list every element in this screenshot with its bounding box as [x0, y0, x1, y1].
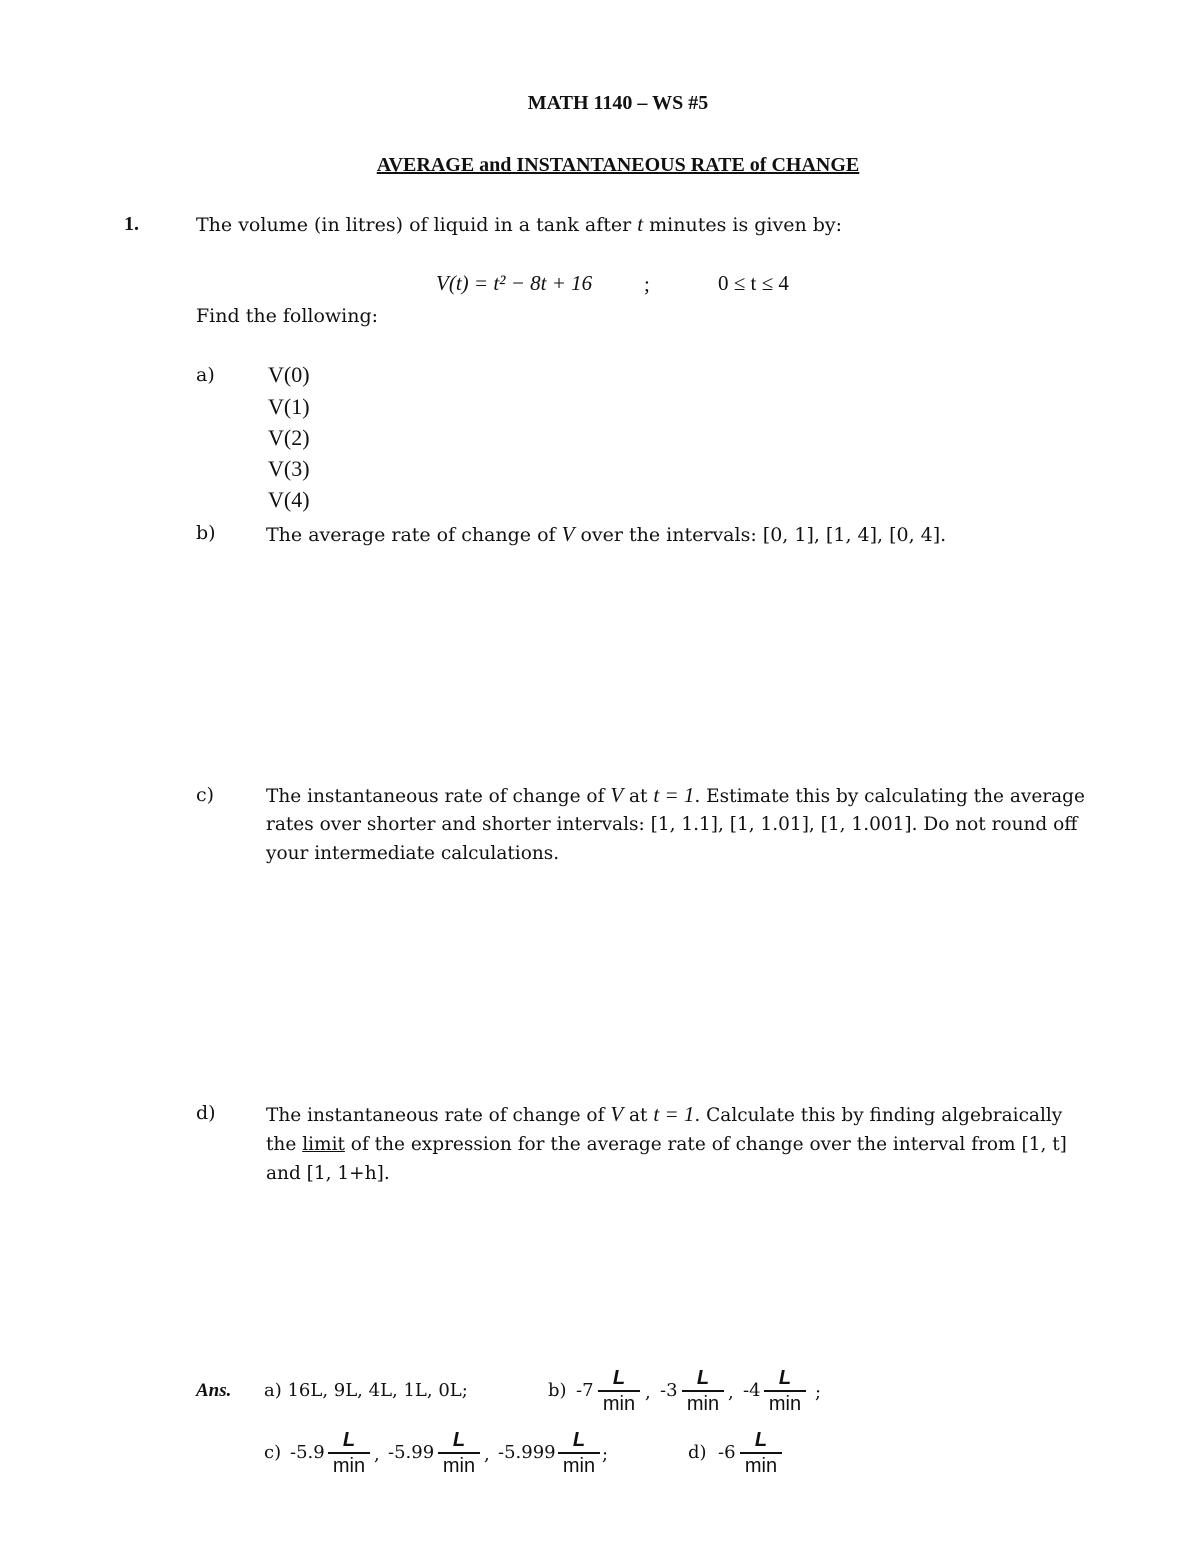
question-number: 1. [124, 213, 139, 235]
unit-numerator: L [342, 1429, 356, 1451]
intro-var: t [637, 212, 644, 236]
unit-numerator: L [754, 1429, 768, 1451]
equation-separator: ; [644, 272, 650, 296]
course-heading: MATH 1140 – WS #5 [527, 92, 709, 114]
unit-fraction [598, 1366, 640, 1416]
part-d-var: V [610, 1102, 624, 1126]
unit-denominator: min [744, 1454, 778, 1477]
unit-fraction [438, 1428, 480, 1478]
part-a-item: V(2) [268, 425, 310, 450]
answer-c-value: -5.99 [388, 1442, 435, 1463]
separator: , [645, 1382, 651, 1403]
limit-term: limit [302, 1134, 345, 1155]
unit-numerator: L [696, 1367, 710, 1389]
part-d-line-1 [266, 1100, 1062, 1130]
separator: , [374, 1444, 380, 1465]
separator: , [484, 1444, 490, 1465]
unit-denominator: min [442, 1454, 476, 1477]
part-a-item: V(3) [268, 456, 310, 481]
answers-label: Ans. [196, 1380, 232, 1401]
unit-fraction [764, 1366, 806, 1416]
part-b-text-pre: The average rate of change of [266, 524, 562, 546]
answer-b-value: -3 [660, 1380, 678, 1401]
volume-equation: V(t) = t² − 8t + 16 [436, 271, 593, 295]
unit-denominator: min [686, 1392, 720, 1415]
part-d-text-post: . Calculate this by finding algebraically [694, 1105, 1063, 1126]
answer-d-label: d) [688, 1442, 707, 1463]
unit-numerator: L [452, 1429, 466, 1451]
answer-b-value: -4 [743, 1380, 761, 1401]
part-a-label: a) [196, 364, 215, 386]
unit-fraction [740, 1428, 782, 1478]
intro-text-pre: The volume (in litres) of liquid in a tank after [196, 214, 638, 236]
part-c-text-post: . Estimate this by calculating the average [694, 786, 1085, 807]
part-a-item: V(4) [268, 487, 310, 512]
part-a-item: V(0) [268, 362, 310, 387]
unit-fraction [682, 1366, 724, 1416]
answer-c-end: ; [602, 1444, 609, 1465]
answer-d-value: -6 [718, 1442, 736, 1463]
part-c-line-1 [266, 781, 1085, 811]
part-c-text: The instantaneous rate of change of [266, 786, 611, 807]
unit-numerator: L [572, 1429, 586, 1451]
unit-denominator: min [768, 1392, 802, 1415]
part-c-line-2: rates over shorter and shorter intervals: [1, 1.1], [1, 1.01], [1, 1.001]. Do not round off [266, 814, 1078, 835]
part-d-line-2 [266, 1130, 1067, 1159]
answer-c-value: -5.9 [290, 1442, 325, 1463]
answer-b-end: ; [815, 1382, 822, 1403]
part-d-text: the [266, 1134, 303, 1155]
part-c-text-mid: at [623, 786, 654, 807]
part-d-condition: t = 1 [653, 1102, 695, 1126]
find-following: Find the following: [196, 305, 379, 327]
unit-numerator: L [778, 1367, 792, 1389]
part-d-text-mid: at [623, 1105, 654, 1126]
part-b-text [266, 522, 946, 547]
part-d-text: The instantaneous rate of change of [266, 1105, 611, 1126]
part-b-label: b) [196, 522, 216, 544]
unit-fraction [328, 1428, 370, 1478]
part-c-var: V [610, 783, 624, 807]
part-c-condition: t = 1 [653, 783, 695, 807]
unit-denominator: min [602, 1392, 636, 1415]
page-title: AVERAGE and INSTANTANEOUS RATE of CHANGE [376, 154, 860, 176]
intro-text-post: minutes is given by: [643, 214, 843, 236]
separator: , [728, 1382, 734, 1403]
unit-denominator: min [332, 1454, 366, 1477]
part-c-line-3: your intermediate calculations. [266, 843, 560, 864]
answer-a: a) 16L, 9L, 4L, 1L, 0L; [264, 1380, 468, 1401]
unit-numerator: L [612, 1367, 626, 1389]
domain-constraint: 0 ≤ t ≤ 4 [718, 271, 789, 295]
part-c-label: c) [196, 784, 215, 806]
part-b-var: V [561, 522, 575, 546]
question-intro [196, 212, 842, 237]
answer-b-label: b) [548, 1380, 567, 1401]
answer-b-value: -7 [576, 1380, 594, 1401]
answer-c-value: -5.999 [498, 1442, 556, 1463]
part-b-text-post: over the intervals: [0, 1], [1, 4], [0, 4]. [574, 524, 947, 546]
unit-denominator: min [562, 1454, 596, 1477]
unit-fraction [558, 1428, 600, 1478]
part-a-item: V(1) [268, 394, 310, 419]
part-d-text-post: of the expression for the average rate of change over the interval from [1, t] [344, 1134, 1067, 1155]
answer-c-label: c) [264, 1442, 282, 1463]
part-d-line-3: and [1, 1+h]. [266, 1163, 390, 1184]
part-d-label: d) [196, 1102, 216, 1124]
